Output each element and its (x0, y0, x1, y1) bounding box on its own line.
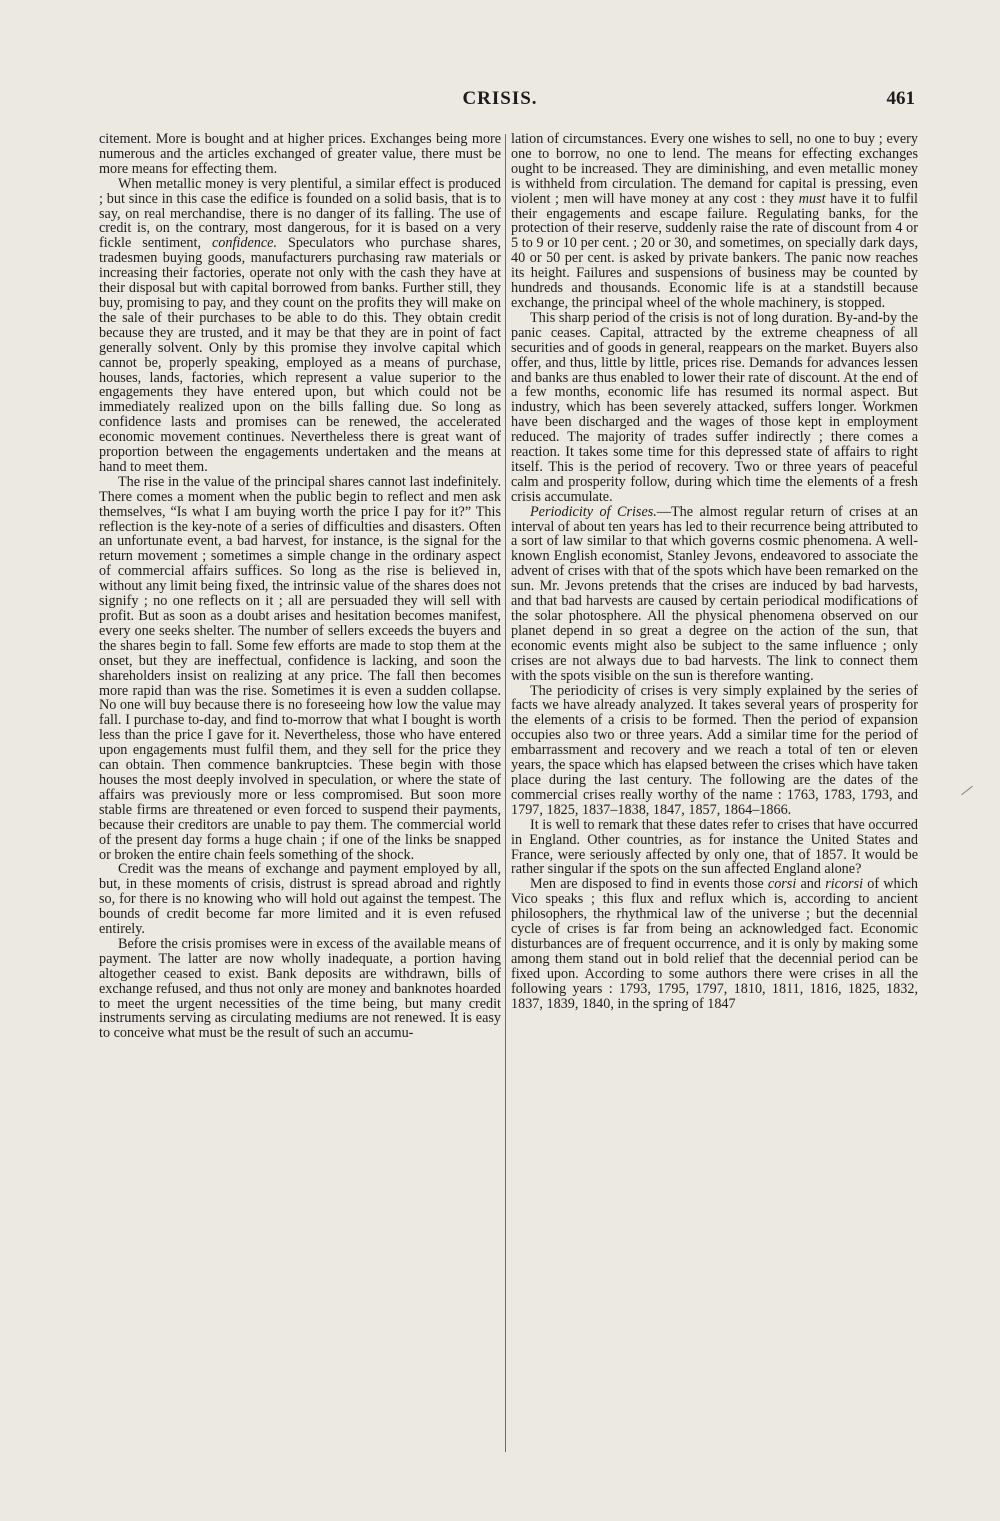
paragraph-text: Men are disposed to find in events those (530, 876, 768, 893)
page-header (0, 88, 1000, 128)
paragraph (511, 877, 918, 1011)
paragraph-text: lation of circumstances. Every one wishes to sell, no one to buy ; every one to borrow, no one to lend. The means for effecting exchanges ought to be increased. They are diminishing, and even metallic money is withheld from circulation. The demand for capital is pressing, even violent ; men will have money at any cost : they (511, 131, 918, 207)
section-heading: Periodicity of Crises. (530, 503, 657, 520)
page-number: 461 (886, 88, 915, 109)
italic-term: ricorsi (825, 876, 864, 893)
right-column (511, 132, 918, 1011)
paragraph: The rise in the value of the principal shares cannot last indefinitely. There comes a moment when the public begin to reflect and men ask themselves, “Is what I am buying worth the price I pay for it?” This reflection is the key-note of a series of difficulties and disasters. Often an unfortunate event, a bad harvest, for instance, is the signal for the return movement ; sometimes a simple change in the ordinary aspect of commercial affairs suffices. So long as the rise is believed in, without any limit being fixed, the intrinsic value of the shares does not signify ; no one reflects on it ; all are persuaded they will sell with profit. But as soon as a doubt arises and hesitation becomes manifest, every one seeks shelter. The number of sellers exceeds the buyers and the shares begin to fall. Some few efforts are made to stop them at the onset, but they are ineffectual, confidence is lacking, and soon the shareholders insist on realizing at any price. The fall then becomes more rapid than was the rise. Sometimes it is even a sudden collapse. No one will buy because there is no foreseeing how low the value may fall. I purchase to-day, and find to-morrow that what I bought is worth less than the price I gave for it. Nevertheless, those who have entered upon engagements must fulfil them, and they sell for the price they can obtain. Then commence bankruptcies. These begin with those houses the most deeply involved in speculation, or where the state of affairs was previously more or less compromised. But soon more stable firms are threatened or even forced to suspend their payments, because their creditors are unable to pay them. The commercial world of the present day forms a huge chain ; if one of the links be snapped or broken the entire chain feels something of the shock. (99, 473, 501, 863)
paragraph-text: When metallic money is very plentiful, a similar effect is produced ; but since in this case the edifice is founded on a solid basis, that is to say, on real merchandise, there is no danger of its falling. The use of credit is, on the contrary, most dangerous, for it is based on a very fickle sentiment, (99, 175, 501, 252)
paragraph-text: —The almost regular return of crises at an interval of about ten years has led to their recurrence being attributed to a sort of law similar to that which governs cosmic phenomena. A well-known English economist, Stanley Jevons, endeavored to associate the advent of crises with that of the spots which have been remarked on the sun. Mr. Jevons pretends that the crises are induced by bad harvests, and that bad harvests are caused by certain periodical modifications of the solar photosphere. All the physical phenomena observed on our planet depend in so great a degree on the action of the sun, that economic events might also be subject to the same influence ; only crises are not always due to bad harvests. The link to connect them with the spots visible on the sun is therefore wanting. (511, 503, 918, 684)
paragraph: This sharp period of the crisis is not of long duration. By-and-by the panic ceases. Capital, attracted by the extreme cheapness of all securities and of goods in general, reappears on the market. Buyers also offer, and thus, little by little, prices rise. Demands for advances lessen and banks are thus enabled to lower their rate of discount. At the end of a few months, economic life has resumed its normal aspect. But industry, which has been severely attacked, suffers longer. Workmen have been discharged and the wages of those kept in employment reduced. The majority of trades suffer indirectly ; there comes a reaction. It takes some time for this depressed state of affairs to right itself. This is the period of recovery. Two or three years of peaceful calm and prosperity follow, during which time the elements of a fresh crisis accumulate. (511, 309, 918, 505)
column-divider (505, 134, 506, 1452)
margin-mark (961, 786, 973, 795)
paragraph (99, 177, 501, 475)
paragraph-text: and (796, 876, 826, 893)
paragraph: Before the crisis promises were in excess of the available means of payment. The latter are now wholly inadequate, a portion having altogether ceased to exist. Bank deposits are withdrawn, bills of exchange refused, and thus not only are money and banknotes hoarded to meet the urgent necessities of the time being, but many credit instruments serving as circulating mediums are not renewed. It is easy to conceive what must be the result of such an accumu- (99, 935, 501, 1042)
italic-term: must (798, 190, 826, 207)
paragraph (511, 505, 918, 684)
paragraph-text: Speculators who purchase shares, tradesmen buying goods, manufacturers purchasing raw materials or increasing their factories, operate not only with the cash they have at their disposal but with capital borrowed from banks. Further still, they buy, promising to pay, and they count on the profits they will make on the sale of their purchases to be able to do this. They obtain credit because they are trusted, and it may be that they are in point of fact generally solvent. Only by this promise they involve capital which cannot be, properly speaking, employed as a means of purchase, houses, lands, factories, which represent a value superior to the engagements they have entered upon, but which could not be immediately realized upon on the bills falling due. So long as confidence lasts and promises can be renewed, the accelerated economic movement continues. Nevertheless there is great want of proportion between the engagements undertaken and the means at hand to meet them. (99, 235, 502, 475)
italic-term: corsi (767, 876, 797, 893)
running-title: CRISIS. (462, 88, 538, 109)
paragraph: It is well to remark that these dates refer to crises that have occurred in England. Other countries, as for instance the United States and France, were seriously affected by only one, that of 1857. It would be rather singular if the spots on the sun affected England alone? (511, 816, 918, 878)
paragraph (511, 132, 918, 311)
paragraph-text: have it to fulfil their engagements and escape failure. Regulating banks, for the protection of their reserve, suddenly raise the rate of discount from 4 or 5 to 9 or 10 per cent. ; 20 or 30, and sometimes, on specially dark days, 40 or 50 per cent. is asked by private bankers. The panic now reaches its height. Failures and suspensions of business may be counted by hundreds and thousands. Economic life is at a standstill because exchange, the principal wheel of the whole machinery, is stopped. (511, 190, 918, 311)
italic-term: confidence. (212, 235, 277, 252)
paragraph: The periodicity of crises is very simply explained by the series of facts we have already analyzed. It takes several years of prosperity for the elements of a crisis to be formed. Then the period of expansion occupies also two or three years. Add a similar time for the period of embarrassment and recovery and we reach a total of ten or eleven years, the space which has elapsed between the crises which have taken place during the last century. The following are the dates of the commercial crises really worthy of the name : 1763, 1783, 1793, and 1797, 1825, 1837–1838, 1847, 1857, 1864–1866. (511, 682, 918, 818)
left-column (99, 132, 501, 1041)
paragraph: citement. More is bought and at higher prices. Exchanges being more numerous and the articles exchanged of greater value, there must be more means for effecting them. (99, 131, 501, 177)
paragraph: Credit was the means of exchange and payment employed by all, but, in these moments of crisis, distrust is spread abroad and rightly so, for there is no knowing who will hold out against the tempest. The bounds of credit become far more limited and it is even refused entirely. (99, 861, 501, 938)
paragraph-text: of which Vico speaks ; this flux and reflux which is, according to ancient philosophers, the rhythmical law of the universe ; but the decennial cycle of crises is far from being an acknowledged fact. Economic disturbances are of frequent occurrence, and it is only by making some among them stand out in bold relief that the decennial period can be fixed upon. According to some authors there were crises in all the following years : 1793, 1795, 1797, 1810, 1811, 1816, 1825, 1832, 1837, 1839, 1840, in the spring of 1847 (511, 876, 918, 1012)
